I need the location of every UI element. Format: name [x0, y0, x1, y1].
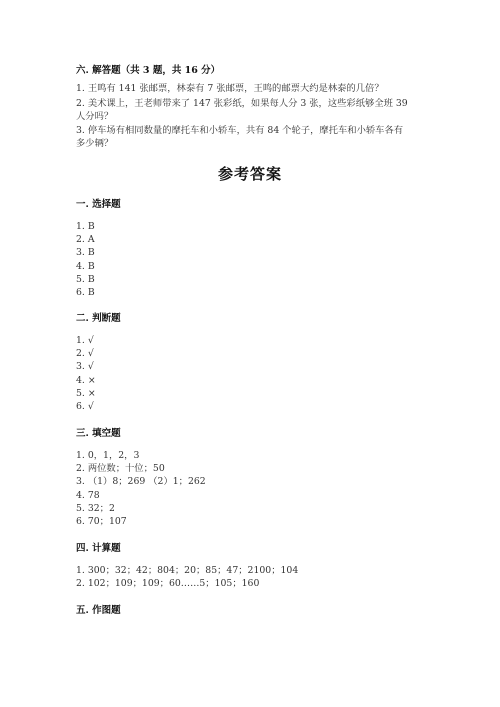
section-heading-calc: 四. 计算题: [76, 543, 121, 554]
list-item: 3. （1）8；269 （2）1；262: [76, 476, 206, 488]
list-item: 5. B: [76, 273, 95, 285]
list-item: 1. B: [76, 221, 95, 232]
calc-answer-list: [76, 564, 298, 590]
list-item: 1. 300；32；42；804；20；85；47；2100；104: [76, 565, 299, 576]
list-item: 1. √: [76, 335, 94, 346]
list-item: 6. B: [76, 287, 95, 299]
list-item: 5. ×: [76, 387, 96, 399]
list-item: 2. A: [76, 234, 95, 246]
list-item: 6. √: [76, 401, 94, 413]
section-heading-judge: 二. 判断题: [76, 313, 121, 324]
question-2-line-2: 人分吗？: [76, 111, 114, 122]
choice-answer-list: [76, 220, 95, 299]
list-item: 5. 32；2: [76, 502, 115, 514]
section-heading-choice: 一. 选择题: [76, 199, 121, 210]
question-3-line-1: 3. 停车场有相同数量的摩托车和小轿车，共有 84 个轮子，摩托车和小轿车各有: [76, 125, 404, 136]
judge-answer-list: [76, 334, 96, 413]
section-heading-draw: 五. 作图题: [76, 605, 121, 616]
list-item: 4. 78: [76, 489, 100, 501]
answer-key-title: 参考答案: [217, 165, 282, 183]
list-item: 2. 两位数；十位；50: [76, 463, 165, 475]
list-item: 3. √: [76, 361, 94, 373]
list-item: 2. 102；109；109；60……5；105；160: [76, 578, 260, 590]
list-item: 4. ×: [76, 374, 96, 386]
question-2-line-1: 2. 美术课上，王老师带来了 147 张彩纸，如果每人分 3 张，这些彩纸够全班 39: [76, 98, 408, 109]
list-item: 3. B: [76, 247, 95, 259]
section-heading-fill: 三. 填空题: [76, 428, 121, 439]
question-3-line-2: 多少辆？: [76, 138, 114, 149]
section-heading-answer-questions: 六. 解答题（共 3 题，共 16 分）: [76, 65, 221, 76]
list-item: 4. B: [76, 260, 95, 272]
list-item: 2. √: [76, 348, 94, 360]
list-item: 1. 0，1，2，3: [76, 450, 140, 461]
list-item: 6. 70；107: [76, 516, 127, 528]
question-1: 1. 王鸣有 141 张邮票，林泰有 7 张邮票，王鸣的邮票大约是林泰的几倍？: [76, 83, 384, 94]
fill-answer-list: [76, 449, 206, 528]
